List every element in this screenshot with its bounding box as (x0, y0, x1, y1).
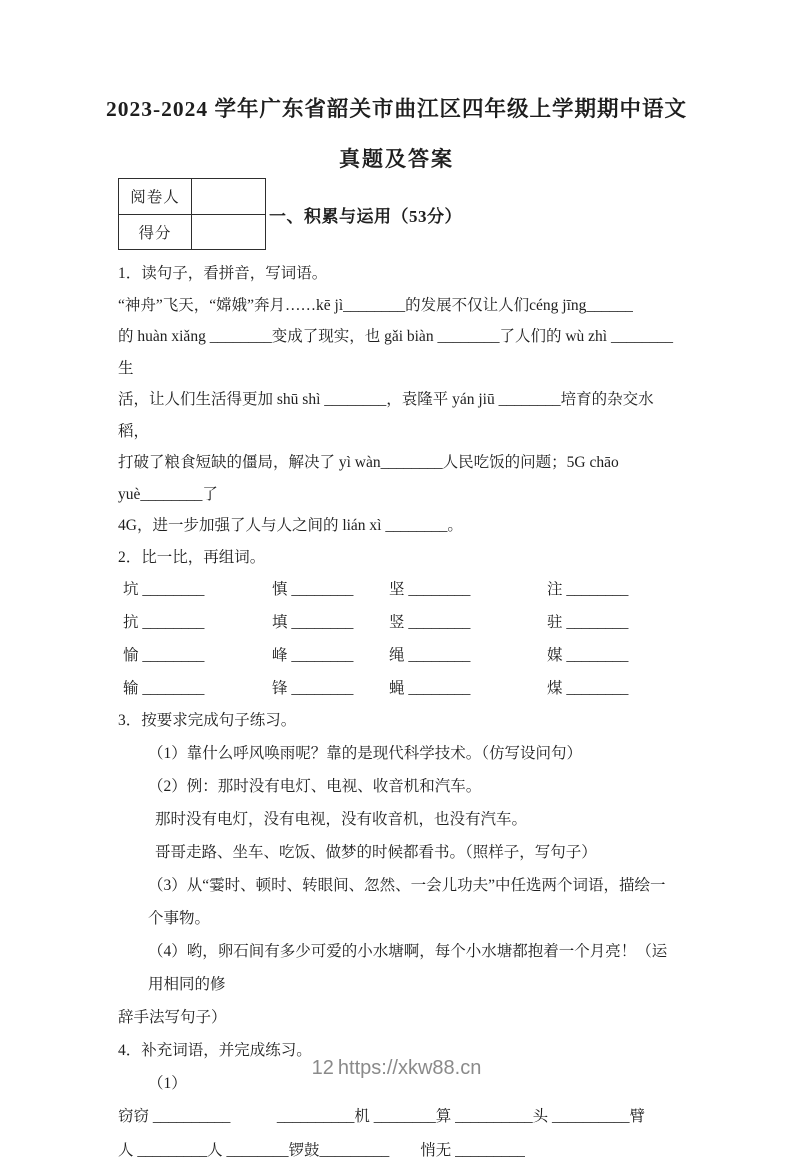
q1-line-text: 4G，进一步加强了人与人之间的 lián xì ________。 (118, 517, 463, 534)
q2-word-row (123, 606, 677, 639)
q2-word-blank: 煤 ________ (547, 680, 629, 697)
grader-empty-cell (192, 214, 266, 250)
q3-sub-item (118, 770, 677, 803)
q2-word-blank: 驻 ________ (547, 614, 629, 631)
grader-table-row (119, 179, 266, 215)
q2-word-blank: 填 ________ (272, 614, 354, 631)
q3-item-text: （3）从“霎时、顿时、转眼间、忽然、一会儿功夫”中任选两个词语，描绘一个事物。 (148, 876, 666, 927)
q4-sub-label: （1） (148, 1074, 187, 1092)
q1-stem: 1．读句子，看拼音，写词语。 (118, 265, 328, 282)
q3-item-text: （4）哟，卵石间有多少可爱的小水塘啊，每个小水塘都抱着一个月亮！（运用相同的修 (148, 942, 668, 993)
q2-word-blank: 蝇 ________ (389, 680, 471, 697)
grader-header-row (118, 178, 675, 254)
q2-stem: 2．比一比，再组词。 (118, 548, 266, 566)
q2-word-blank: 抗 ________ (123, 614, 205, 631)
q2-word-blank: 注 ________ (547, 581, 629, 598)
grader-table-row (119, 214, 266, 250)
grader-label-cell: 得分 (119, 214, 192, 250)
q3-item-text: 那时没有电灯，没有电视，没有收音机，也没有汽车。 (155, 810, 528, 828)
q3-item-text: （1）靠什么呼风唤雨呢？靠的是现代科学技术。（仿写设问句） (148, 744, 583, 762)
q1-passage-line (118, 447, 677, 510)
document-title (0, 0, 793, 172)
title-line-2: 真题及答案 (339, 147, 454, 171)
q1-passage (118, 290, 677, 542)
q2-word-blank: 绳 ________ (389, 647, 471, 664)
page-footer (0, 1056, 793, 1080)
q2-word-blank: 输 ________ (123, 680, 205, 697)
q3-items (118, 737, 677, 1034)
section-heading: 一、积累与运用（53分） (269, 207, 462, 226)
q2-word-blank: 慎 ________ (272, 581, 354, 598)
q3-item-text: 哥哥走路、坐车、吃饭、做梦的时候都看书。（照样子，写句子） (155, 843, 597, 861)
q3-sub-item (118, 935, 677, 1001)
q3-sub-item (118, 836, 677, 869)
q3-sub-item (118, 1001, 677, 1034)
grader-empty-cell (192, 179, 266, 215)
page-number: 12 (311, 1057, 334, 1079)
q2-word-blank: 坑 ________ (123, 581, 205, 598)
q2-word-row (123, 672, 677, 705)
q3-sub-item (118, 869, 677, 935)
q2-word-row (123, 573, 677, 606)
q2-word-blank: 锋 ________ (272, 680, 354, 697)
q1-passage-line (118, 321, 677, 384)
exam-content (118, 258, 677, 1168)
grader-label-cell: 阅卷人 (119, 179, 192, 215)
q3-item-text: 辞手法写句子） (118, 1008, 227, 1026)
q2-word-blank: 峰 ________ (272, 647, 354, 664)
q1-passage-line (118, 510, 677, 542)
q3-item-text: （2）例：那时没有电灯、电视、收音机和汽车。 (148, 777, 482, 795)
q4-row-text: 人 _________人 ________锣鼓_________ 悄无 _________ (118, 1141, 525, 1159)
q2-word-blank: 愉 ________ (123, 647, 205, 664)
q4-blank-row (118, 1100, 677, 1134)
q1-line-text: “神舟”飞天，“嫦娥”奔月……kē jì________的发展不仅让人们céng jīng______ (118, 296, 633, 314)
title-line-1: 2023-2024 学年广东省韶关市曲江区四年级上学期期中语文 (105, 97, 688, 121)
q4-blank-row (118, 1134, 677, 1168)
q2-word-blank: 媒 ________ (547, 647, 629, 664)
q1-line-text: 打破了粮食短缺的僵局，解决了 yì wàn________人民吃饭的问题；5G chāo yuè________了 (118, 454, 619, 503)
q1-line-text: 活，让人们生活得更加 shū shì ________，袁隆平 yán jiū ________培育的杂交水稻， (118, 391, 654, 440)
q4-blank-rows (118, 1100, 677, 1168)
q1-line-text: 的 huàn xiǎng ________变成了现实，也 gǎi biàn ________了人们的 wù zhì ________生 (118, 328, 673, 377)
q4-row-text: 窃窃 __________ __________机 ________算 __________头 __________臂 (118, 1107, 646, 1125)
grader-score-table (118, 178, 266, 250)
q3-stem: 3．按要求完成句子练习。 (118, 712, 297, 729)
q1-passage-line (118, 290, 677, 322)
q2-word-row (123, 639, 677, 672)
q3-sub-item (118, 737, 677, 770)
q1-passage-line (118, 384, 677, 447)
q2-word-grid (123, 573, 677, 705)
footer-url: https://xkw88.cn (337, 1057, 482, 1079)
q4-stem: 4．补充词语，并完成练习。 (118, 1041, 312, 1059)
q2-word-blank: 竖 ________ (389, 614, 471, 631)
q2-word-blank: 坚 ________ (389, 581, 471, 598)
q3-sub-item (118, 803, 677, 836)
